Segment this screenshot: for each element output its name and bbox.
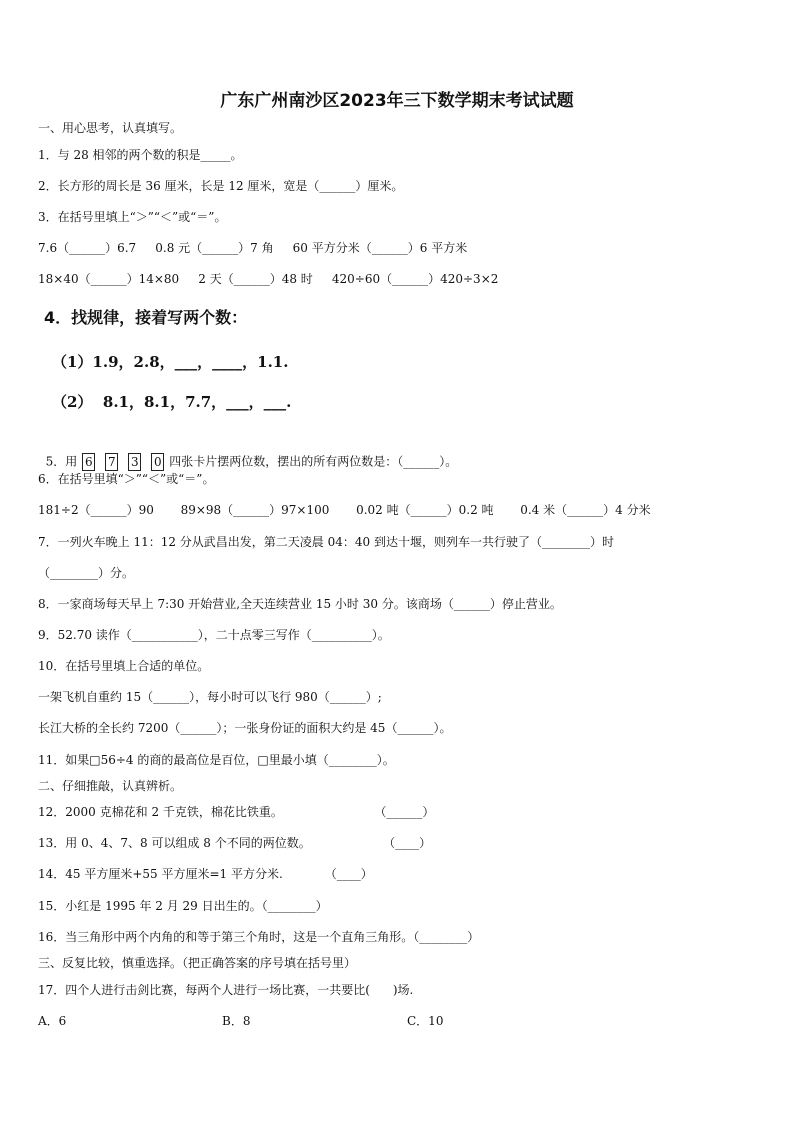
option-a: A．6 [38, 1014, 67, 1028]
digit-card: 7 [105, 453, 118, 471]
question-10-row-2: 长江大桥的全长约 7200（______）；一张身份证的面积大约是 45（______）。 [38, 721, 452, 735]
question-15: 15．小红是 1995 年 2 月 29 日出生的。（________） [38, 899, 328, 913]
question-4-part-1: （1）1.9，2.8，___，____，1.1. [52, 353, 289, 371]
question-6: 6．在括号里填“＞”“＜”或“＝”。 [38, 472, 215, 486]
question-5-suffix: 四张卡片摆两位数，摆出的所有两位数是：（______）。 [169, 454, 458, 469]
question-6-row: 181÷2（______）90 89×98（______）97×100 0.02 吨（______）0.2 吨 0.4 米（______）4 分米 [38, 503, 651, 517]
page-title: 广东广州南沙区2023年三下数学期末考试试题 [220, 91, 574, 111]
digit-card: 0 [151, 453, 164, 471]
question-13: 13．用 0、4、7、8 可以组成 8 个不同的两位数。 （____） [38, 836, 432, 850]
section-3-heading: 三、反复比较，慎重选择。（把正确答案的序号填在括号里） [38, 956, 357, 970]
question-8: 8．一家商场每天早上 7:30 开始营业,全天连续营业 15 小时 30 分。该商场（______）停止营业。 [38, 597, 562, 611]
question-5-prefix: 5．用 [45, 454, 78, 469]
question-1: 1．与 28 相邻的两个数的积是_____。 [38, 148, 243, 162]
question-7-line-1: 7．一列火车晚上 11：12 分从武昌出发，第二天凌晨 04：40 到达十堰，则列车一共行驶了（________）时 [38, 535, 614, 549]
question-10: 10．在括号里填上合适的单位。 [38, 659, 210, 673]
section-1-heading: 一、用心思考，认真填写。 [38, 121, 183, 135]
question-2: 2．长方形的周长是 36 厘米，长是 12 厘米，宽是（______）厘米。 [38, 179, 404, 193]
question-5 [38, 434, 457, 471]
digit-card: 6 [82, 453, 95, 471]
question-10-row-1: 一架飞机自重约 15（______），每小时可以飞行 980（______）; [38, 690, 382, 704]
question-14: 14．45 平方厘米+55 平方厘米=1 平方分米. （____） [38, 867, 373, 881]
question-3: 3．在括号里填上“＞”“＜”或“＝”。 [38, 210, 227, 224]
question-3-row-1: 7.6（______）6.7 0.8 元（______）7 角 60 平方分米（______）6 平方米 [38, 241, 468, 255]
question-4-part-2: （2） 8.1，8.1，7.7，___，___. [52, 393, 292, 411]
question-17: 17．四个人进行击剑比赛，每两个人进行一场比赛，一共要比( )场. [38, 983, 414, 997]
option-c: C．10 [407, 1014, 444, 1028]
question-9: 9．52.70 读作（___________），二十点零三写作（__________）。 [38, 628, 390, 642]
question-4: 4．找规律，接着写两个数： [44, 308, 248, 327]
question-7-line-2: （________）分。 [38, 566, 135, 580]
section-2-heading: 二、仔细推敲，认真辨析。 [38, 779, 183, 793]
question-11: 11．如果□56÷4 的商的最高位是百位，□里最小填（________）。 [38, 753, 395, 767]
digit-card: 3 [128, 453, 141, 471]
question-3-row-2: 18×40（______）14×80 2 天（______）48 时 420÷60（______）420÷3×2 [38, 272, 499, 286]
question-12: 12．2000 克棉花和 2 千克铁，棉花比铁重。 （______） [38, 805, 435, 819]
option-b: B．8 [222, 1014, 251, 1028]
question-16: 16．当三角形中两个内角的和等于第三个角时，这是一个直角三角形。（________） [38, 930, 480, 944]
